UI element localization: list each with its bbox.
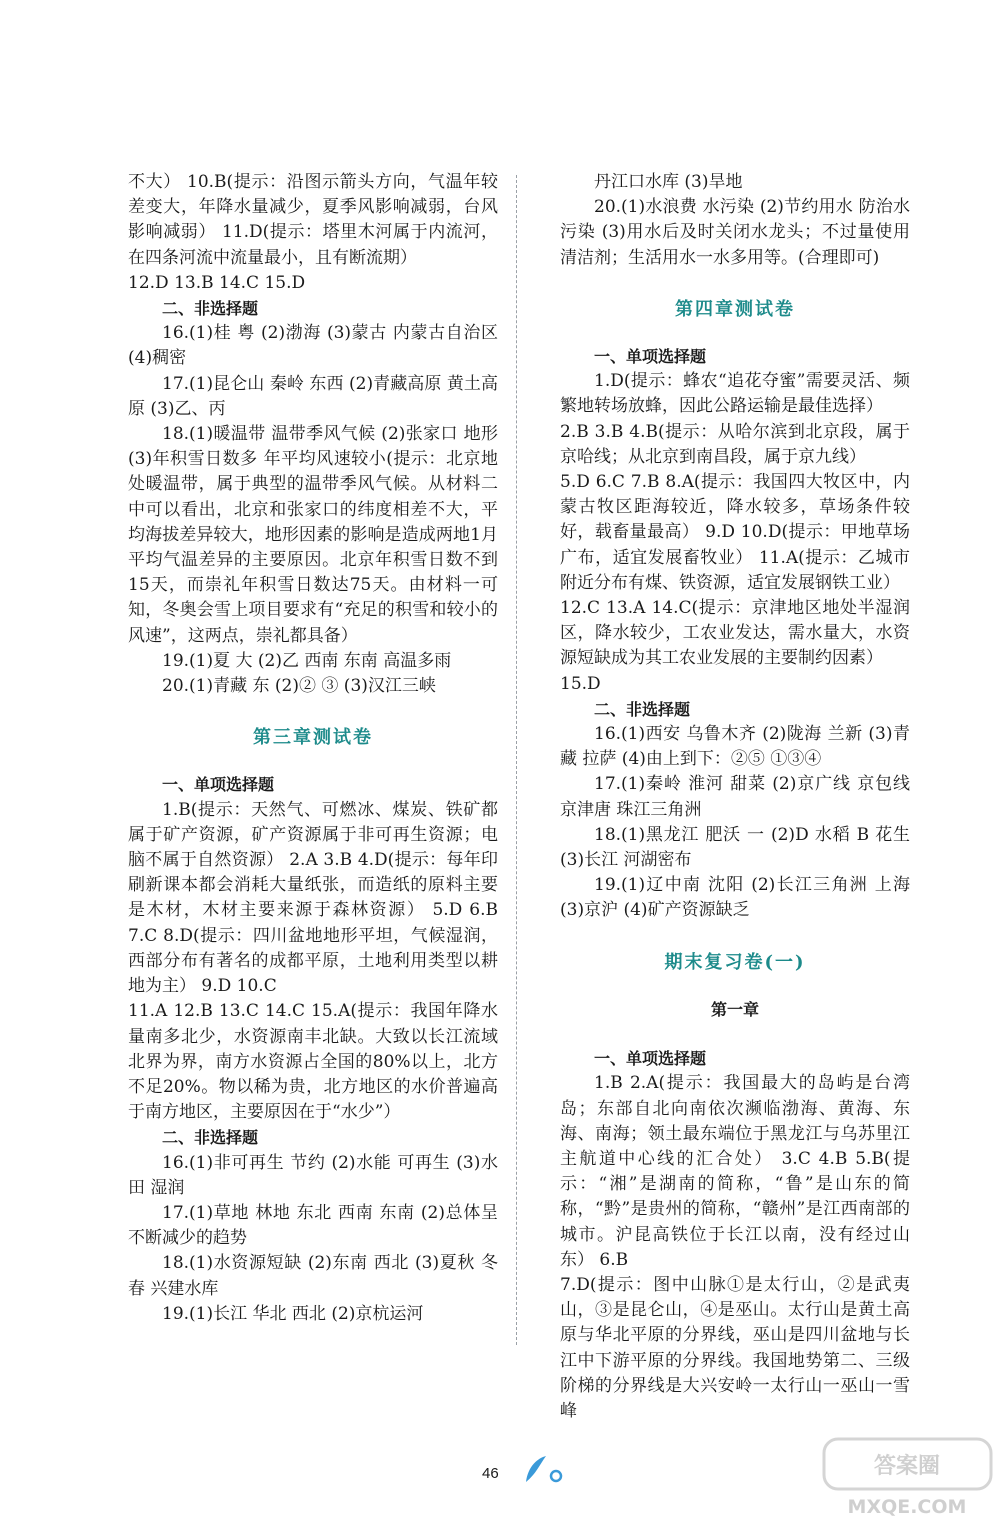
answer-paragraph: 18.(1)水资源短缺 (2)东南 西北 (3)夏秋 冬春 兴建水库 — [128, 1253, 498, 1299]
answer-paragraph: 18.(1)暖温带 温带季风气候 (2)张家口 地形 (3)年积雪日数多 年平均风速较小(提示：北京地处暖温带，属于典型的温带季风气候。从材料二中可以看出，北京和张家口的纬度相差不大，平均海拔差异较大，地形因素的影响是造成两地1月平均气温差异的主要原因。北京年积雪日数不到15天，而崇礼年积雪日数达75天。由材料一可知，冬奥会雪上项目要求有“充足的积雪和较小的风速”，这两点，崇礼都具备） — [128, 424, 498, 646]
answer-paragraph: 16.(1)非可再生 节约 (2)水能 可再生 (3)水田 湿润 — [128, 1152, 498, 1198]
answer-paragraph: 丹江口水库 (3)旱地 — [594, 172, 743, 192]
chapter-title: 第三章测试卷 — [253, 727, 373, 749]
answer-paragraph: 1.B(提示：天然气、可燃冰、煤炭、铁矿都属于矿产资源，矿产资源属于非可再生资源；电脑不属于自然资源） 2.A 3.B 4.D(提示：每年印刷新课本都会消耗大量纸张，而造纸的原料主要是木材，木材主要来源于森林资源） 5.D 6.B 7.C 8.D(提示：四川盆地地形平坦，气候湿润，西部分布有著名的成都平原，土地利用类型以耕地为主） 9.D 10.C — [128, 799, 498, 997]
right-column — [560, 170, 910, 1424]
section-heading: 一、单项选择题 — [594, 1049, 707, 1069]
answer-paragraph: 11.A 12.B 13.C 14.C 15.A(提示：我国年降水量南多北少，水资源南丰北缺。大致以长江流域北界为界，南方水资源占全国的80%以上，北方不足20%。物以稀为贵，北方地区的水价普遍高于南方地区，主要原因在于“水少”） — [128, 1001, 498, 1123]
section-heading: 二、非选择题 — [162, 299, 259, 319]
page-number: 46 — [482, 1465, 499, 1482]
answer-paragraph: 15.D — [560, 673, 601, 694]
leaf-logo-icon — [520, 1450, 565, 1490]
answer-paragraph: 19.(1)长江 华北 西北 (2)京杭运河 — [162, 1303, 424, 1324]
section-heading: 二、非选择题 — [162, 1128, 259, 1148]
answer-paragraph: 12.C 13.A 14.C(提示：京津地区地处半湿润区，降水较少，工农业发达，需水量大，水资源短缺成为其工农业发展的主要制约因素） — [560, 598, 910, 669]
section-heading: 二、非选择题 — [594, 699, 691, 719]
answer-paragraph: 16.(1)桂 粤 (2)渤海 (3)蒙古 内蒙古自治区 (4)稠密 — [128, 323, 498, 369]
section-heading: 一、单项选择题 — [162, 775, 275, 795]
column-divider — [516, 175, 517, 1345]
answer-paragraph: 17.(1)秦岭 淮河 甜菜 (2)京广线 京包线 京津唐 珠江三角洲 — [560, 774, 910, 820]
answer-paragraph: 7.D(提示：图中山脉①是太行山，②是武夷山，③是昆仑山，④是巫山。太行山是黄土高原与华北平原的分界线，巫山是四川盆地与长江中下游平原的分界线。我国地势第二、三级阶梯的分界线是大兴安岭一太行山一巫山一雪峰 — [560, 1274, 910, 1421]
answer-paragraph: 17.(1)草地 林地 东北 西南 东南 (2)总体呈不断减少的趋势 — [128, 1202, 498, 1249]
chapter-subtitle: 第一章 — [710, 999, 759, 1019]
answer-paragraph: 19.(1)夏 大 (2)乙 西南 东南 高温多雨 — [162, 650, 452, 671]
left-column — [128, 170, 498, 1327]
section-heading: 一、单项选择题 — [594, 347, 707, 367]
answer-paragraph: 5.D 6.C 7.B 8.A(提示：我国四大牧区中，内蒙古牧区距海较近，降水较多，草场条件较好，载畜量最高） 9.D 10.D(提示：甲地草场广布，适宜发展畜牧业） 11.A(提示：乙城市附近分布有煤、铁资源，适宜发展钢铁工业） — [560, 472, 910, 593]
chapter-title: 第四章测试卷 — [675, 298, 795, 320]
answer-paragraph: 20.(1)青藏 东 (2)② ③ (3)汉江三峡 — [162, 676, 436, 697]
watermark-stamp — [820, 1435, 995, 1520]
answer-paragraph: 19.(1)辽中南 沈阳 (2)长江三角洲 上海 (3)京沪 (4)矿产资源缺乏 — [560, 875, 910, 921]
answer-paragraph: 17.(1)昆仑山 秦岭 东西 (2)青藏高原 黄土高原 (3)乙、丙 — [128, 373, 498, 419]
answer-paragraph: 2.B 3.B 4.B(提示：从哈尔滨到北京段，属于京哈线；从北京到南昌段，属于京九线） — [560, 421, 910, 467]
answer-paragraph: 1.B 2.A(提示：我国最大的岛屿是台湾岛；东部自北向南依次濒临渤海、黄海、东海、南海；领土最东端位于黑龙江与乌苏里江主航道中心线的汇合处） 3.C 4.B 5.B(提示：“湘”是湖南的简称，“鲁”是山东的简称，“黔”是贵州的简称，“赣州”是江西南部的城市。沪昆高铁位于长江以南，没有经过山东） 6.B — [560, 1073, 910, 1270]
answer-paragraph: 18.(1)黑龙江 肥沃 一 (2)D 水稻 B 花生 (3)长江 河湖密布 — [560, 824, 910, 871]
answer-paragraph: 20.(1)水浪费 水污染 (2)节约用水 防治水污染 (3)用水后及时关闭水龙头；不过量使用清洁剂；生活用水一水多用等。(合理即可) — [560, 197, 910, 268]
watermark-top-text: 答案圈 — [873, 1454, 941, 1479]
answer-paragraph: 1.D(提示：蜂农“追花夺蜜”需要灵活、频繁地转场放蜂，因此公路运输是最佳选择） — [560, 371, 910, 417]
answer-paragraph: 12.D 13.B 14.C 15.D — [128, 272, 306, 293]
answer-paragraph: 不大） 10.B(提示：沿图示箭头方向，气温年较差变大，年降水量减少，夏季风影响减弱，台风影响减弱） 11.D(提示：塔里木河属于内流河，在四条河流中流量最小，且有断流期） — [128, 172, 498, 268]
chapter-title: 期末复习卷(一) — [664, 951, 806, 973]
answer-paragraph: 16.(1)西安 乌鲁木齐 (2)陇海 兰新 (3)青藏 拉萨 (4)由上到下：②⑤ ①③④ — [560, 724, 910, 770]
watermark-bottom-text: MXQE.COM — [847, 1496, 967, 1518]
